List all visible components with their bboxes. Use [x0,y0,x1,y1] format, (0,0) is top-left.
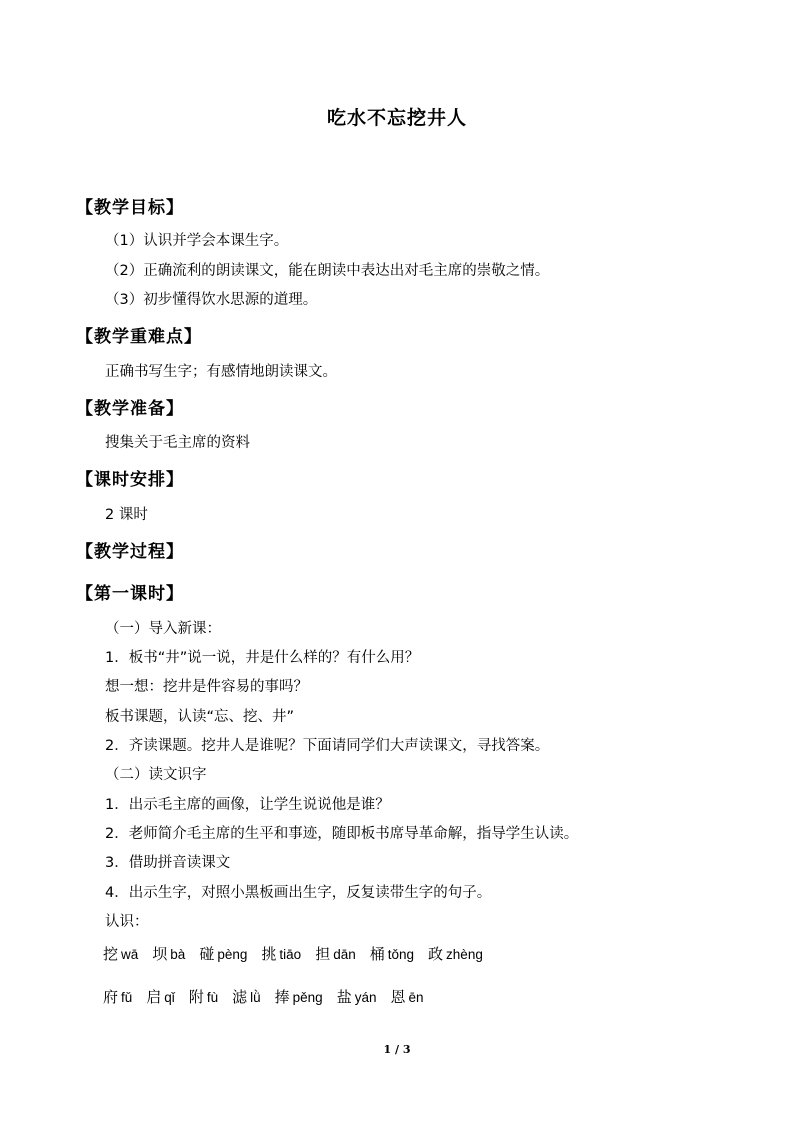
heading-first-lesson: 【第一课时】 [76,584,184,604]
lesson-line-11: 认识： [105,914,149,930]
lesson-line-5: 2．齐读课题。挖井人是谁呢？下面请同学们大声读课文，寻找答案。 [105,738,550,754]
lesson-line-3: 想一想：挖井是件容易的事吗？ [105,679,308,695]
lesson-line-8: 2．老师简介毛主席的生平和事迹，随即板书席导革命解，指导学生认读。 [105,826,579,842]
character-item [261,943,301,964]
character-pinyin: fù [206,990,219,1005]
character-item [370,943,414,964]
lesson-line-6: （二）读文识字 [105,767,207,783]
lesson-line-4: 板书课题，认读“忘、挖、井” [105,709,295,725]
character-pinyin: bà [170,947,186,962]
character-pinyin: yán [354,990,377,1005]
character-pinyin: pěng [292,990,323,1005]
characters-row-2 [103,986,438,1007]
heading-key-points: 【教学重难点】 [76,327,202,347]
character-item [275,986,323,1007]
page-number: 1 / 3 [383,1043,411,1056]
goal-item-1: （1）认识并学会本课生字。 [105,233,289,249]
character-item [232,986,261,1007]
character-hanzi: 启 [146,988,162,1006]
character-hanzi: 恩 [390,988,406,1006]
character-hanzi: 挑 [261,945,277,963]
character-pinyin: tǒng [387,947,415,962]
character-item [152,943,185,964]
character-item [103,943,138,964]
character-hanzi: 附 [188,988,204,1006]
heading-goals: 【教学目标】 [76,198,184,218]
goal-item-3: （3）初步懂得饮水思源的道理。 [105,292,318,308]
lesson-line-2: 1．板书“井”说一说，井是什么样的？有什么用？ [105,650,420,666]
character-hanzi: 捧 [274,988,290,1006]
character-pinyin: ēn [408,990,424,1005]
character-pinyin: dān [333,947,356,962]
character-hanzi: 滤 [232,988,248,1006]
character-item [189,986,218,1007]
page-title: 吃水不忘挖井人 [326,107,467,129]
character-hanzi: 桶 [369,945,385,963]
preparation-text: 搜集关于毛主席的资料 [105,435,250,451]
character-hanzi: 碰 [199,945,215,963]
character-item [315,943,356,964]
character-pinyin: zhèng [446,947,483,962]
character-pinyin: wā [121,947,139,962]
goal-item-2: （2）正确流利的朗读课文，能在朗读中表达出对毛主席的崇敬之情。 [105,263,550,279]
key-points-text: 正确书写生字；有感情地朗读课文。 [105,364,337,380]
lesson-line-7: 1．出示毛主席的画像，让学生说说他是谁？ [105,797,390,813]
character-hanzi: 政 [428,945,444,963]
character-hanzi: 盐 [336,988,352,1006]
character-item [390,986,423,1007]
lesson-line-1: （一）导入新课： [105,621,221,637]
character-pinyin: fǔ [121,990,133,1005]
character-pinyin: lǜ [250,990,261,1005]
lesson-line-10: 4．出示生字，对照小黑板画出生字，反复读带生字的句子。 [105,885,492,901]
heading-schedule: 【课时安排】 [76,470,184,490]
character-item [199,943,247,964]
character-hanzi: 府 [103,988,119,1006]
character-hanzi: 挖 [103,945,119,963]
character-item [337,986,377,1007]
heading-preparation: 【教学准备】 [76,399,184,419]
character-pinyin: pèng [217,947,248,962]
character-item [428,943,483,964]
character-hanzi: 坝 [152,945,168,963]
character-pinyin: qǐ [164,990,175,1005]
characters-row-1 [103,943,497,964]
character-hanzi: 担 [315,945,331,963]
lesson-line-9: 3．借助拼音读课文 [105,855,231,871]
heading-process: 【教学过程】 [76,542,184,562]
character-item [103,986,132,1007]
schedule-text: 2 课时 [105,507,148,523]
character-item [146,986,175,1007]
character-pinyin: tiāo [279,947,302,962]
